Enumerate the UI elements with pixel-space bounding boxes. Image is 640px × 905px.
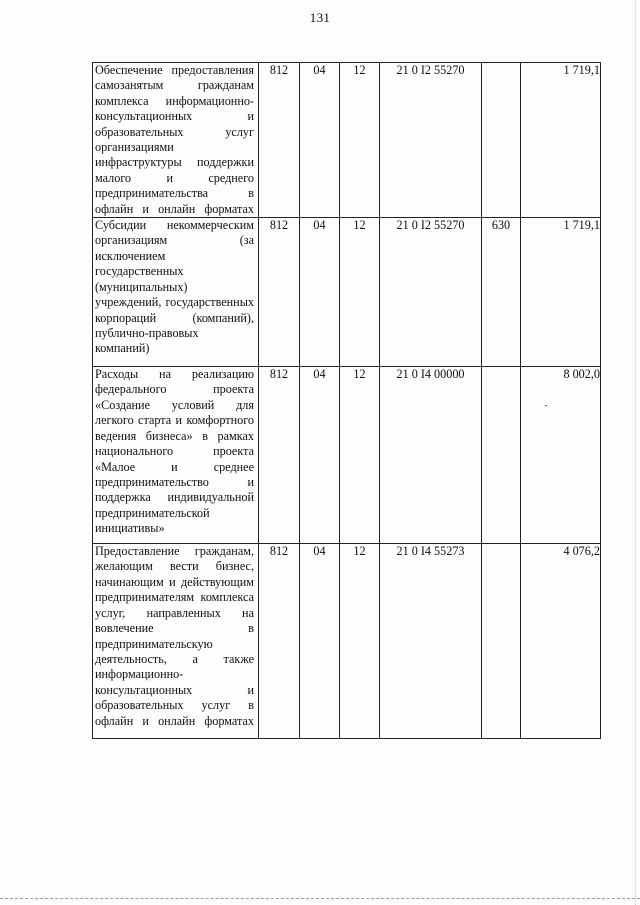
expense-type-cell (482, 367, 521, 544)
expense-type-cell: 630 (482, 218, 521, 367)
scan-speck (545, 405, 547, 406)
scan-edge-line (0, 898, 640, 899)
department-code-cell: 812 (259, 63, 300, 218)
expense-type-cell (482, 544, 521, 739)
amount-cell: 1 719,1 (521, 218, 601, 367)
target-article-cell: 21 0 I4 55273 (380, 544, 482, 739)
target-article-cell: 21 0 I2 55270 (380, 218, 482, 367)
amount-cell: 8 002,0 (521, 367, 601, 544)
subsection-code-cell: 12 (340, 63, 380, 218)
expense-name-cell (93, 63, 259, 218)
amount-cell: 1 719,1 (521, 63, 601, 218)
expense-name: Предоставление гражданам, желающим вести бизнес, начинающим и действующим предпринимателям комплекса услуг, направленных на вовлечение в предпринимательскую деятельность, а также информационно-консультационных и образовательных услуг в офлайн и онлайн форматах (95, 544, 254, 728)
subsection-code-cell: 12 (340, 218, 380, 367)
expense-name-cell (93, 544, 259, 739)
expense-type-cell (482, 63, 521, 218)
table-row (93, 367, 601, 544)
table-row (93, 63, 601, 218)
table-row (93, 544, 601, 739)
subsection-code-cell: 12 (340, 367, 380, 544)
budget-table (92, 62, 601, 739)
subsection-code-cell: 12 (340, 544, 380, 739)
department-code-cell: 812 (259, 544, 300, 739)
expense-name-cell (93, 218, 259, 367)
expense-name: Расходы на реализацию федерального проекта «Создание условий для легкого старта и комфортного ведения бизнеса» в рамках национального проекта «Малое и среднее предпринимательство и поддержка индивидуальной предпринимательской инициативы» (95, 367, 254, 536)
scan-side-edge (635, 0, 636, 905)
section-code-cell: 04 (300, 544, 340, 739)
section-code-cell: 04 (300, 367, 340, 544)
department-code-cell: 812 (259, 218, 300, 367)
target-article-cell: 21 0 I4 00000 (380, 367, 482, 544)
table-row (93, 218, 601, 367)
page-number: 131 (309, 10, 331, 25)
expense-name: Субсидии некоммерческим организациям (за исключением государственных (муниципальных) учреждений, государственных корпораций (компаний), публично-правовых компаний) (95, 218, 254, 356)
expense-name: Обеспечение предоставления самозанятым гражданам комплекса информационно-консультационных и образовательных услуг организациями инфраструктуры поддержки малого и среднего предпринимательства в офлайн и онлайн форматах (95, 63, 254, 216)
department-code-cell: 812 (259, 367, 300, 544)
expense-name-cell (93, 367, 259, 544)
section-code-cell: 04 (300, 63, 340, 218)
amount-cell: 4 076,2 (521, 544, 601, 739)
target-article-cell: 21 0 I2 55270 (380, 63, 482, 218)
section-code-cell: 04 (300, 218, 340, 367)
